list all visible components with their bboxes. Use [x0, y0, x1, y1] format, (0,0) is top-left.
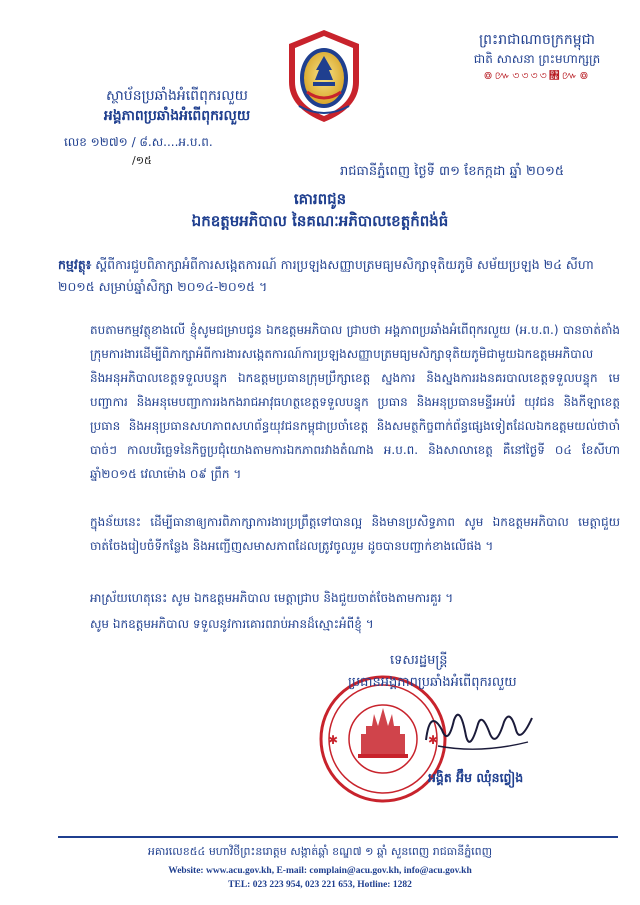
kingdom-title: ព្រះរាជាណាចក្រកម្ពុជា — [478, 32, 595, 48]
body-paragraph-2: ក្នុងន័យនេះ ដើម្បីធានាឲ្យការពិភាក្សាការងារប្រព្រឹត្តទៅបានល្អ និងមានប្រសិទ្ធភាព សូម ឯកឧត្តមអភិបាល មេត្តាជួយចាត់ចែងរៀបចំទីកន្លែង និងអញ្ជើញសមាសភាពដែលត្រូវចូលរួម ដូចបានបញ្ជាក់ខាងលើផង ។ — [90, 515, 620, 553]
handwritten-signature — [420, 700, 540, 760]
body-paragraph-3: អាស្រ័យហេតុនេះ សូម ឯកឧត្តមអភិបាល មេត្តាជ្រាប និងជួយចាត់ចែងតាមការគួរ ។ — [90, 591, 454, 605]
kingdom-header — [452, 30, 622, 84]
subject-block — [58, 254, 618, 298]
addressee: ឯកឧត្តមអភិបាល នៃគណៈអភិបាលខេត្តកំពង់ធំ — [191, 212, 449, 230]
footer-contact-phone: TEL: 023 223 954, 023 221 653, Hotline: 1282 — [228, 880, 412, 890]
signatory-title-2: ប្រធានអង្គភាពប្រឆាំងអំពើពុករលួយ — [348, 675, 517, 690]
institution-header — [62, 86, 292, 167]
acu-emblem-logo — [285, 28, 363, 124]
svg-text:✱: ✱ — [428, 733, 439, 747]
footer-divider — [58, 836, 618, 838]
subject-label: កម្មវត្ថុ៖ — [58, 257, 92, 272]
institution-line1: ស្ថាប័នប្រឆាំងអំពើពុករលួយ — [106, 88, 248, 104]
salutation: គោរពជូន — [293, 190, 347, 208]
signatory-name: អង្គិត អ៊ឹម ឈុំនព្វៀង — [428, 770, 524, 785]
body-paragraph-1: តបតាមកម្មវត្ថុខាងលើ ខ្ញុំសូមជម្រាបជូន ឯកឧត្តមអភិបាល ជ្រាបថា អង្គភាពប្រឆាំងអំពើពុករលួយ (អ.ប.ព.) បានចាត់តាំងក្រុមការងារដើម្បីពិភាក្សាអំពីការងារសង្កេតការណ៍ការប្រឡងសញ្ញាបត្រមធ្យមសិក្សាទុតិយភូមិជាមួយឯកឧត្តមអភិបាល និងអនុអភិបាលខេត្តទទួលបន្ទុក ឯកឧត្តមប្រធានក្រុមប្រឹក្សាខេត្ត ស្នងការ និងស្នងការរងនគរបាលខេត្តទទួលបន្ទុក មេបញ្ជាការ និងអនុមេបញ្ជាការរងកងរាជអាវុធហត្ថខេត្តទទួលបន្ទុក ប្រធាន និងអនុប្រធានមន្ទីរអប់រំ យុវជន និងកីឡាខេត្ត ប្រធាន និងអនុប្រធានសហភាពសហព័ន្ធយុវជនកម្ពុជាប្រចាំខេត្ត និងសមត្ថកិច្ចពាក់ព័ន្ធផ្សេងទៀតដែលឯកឧត្តមយល់ថាចាំបាច់ៗ កាលបរិច្ឆេទនៃកិច្ចប្រជុំយោងតាមការឯកភាពរវាងតំណាង អ.ប.ព. និងសាលាខេត្ត គឺនៅថ្ងៃទី ០៤ ខែសីហា ឆ្នាំ២០១៥ វេលាម៉ោង ០៩ ព្រឹក ។ — [90, 323, 620, 481]
motto-ornament: ៙៚৩৩৩৩৛៚៙ — [483, 69, 591, 82]
svg-text:✱: ✱ — [328, 733, 339, 747]
footer-address: អគារលេខ៥៤ មហាវិថីព្រះនរោត្តម សង្កាត់ឆ្ពាំ ខណ្ឌ៧ ១ ឆ្ពាំ សួនពេញ រាជធានីភ្នំពេញ — [147, 845, 493, 858]
signatory-title-1: ទេសរដ្ឋមន្ត្រី — [390, 653, 448, 668]
reference-number: លេខ ១២៧១ / ៨.ស....អ.ប.ព. — [64, 135, 213, 149]
national-motto: ជាតិ សាសនា ព្រះមហាក្សត្រ — [473, 52, 601, 66]
body-paragraph-4: សូម ឯកឧត្តមអភិបាល ទទួលនូវការគោរពរាប់អានដ៏ស្មោះអំពីខ្ញុំ ។ — [90, 617, 374, 631]
letter-date: រាជធានីភ្នំពេញ ថ្ងៃទី ៣១ ខែកក្កដា ឆ្នាំ ២០១៥ — [340, 164, 565, 179]
subject-text: ស្តីពីការជួបពិភាក្សាអំពីការសង្កេតការណ៍ ការប្រឡងសញ្ញាបត្រមធ្យមសិក្សាទុតិយភូមិ សម័យប្រឡង ២៤ សីហា ២០១៥ សម្រាប់ឆ្នាំសិក្សា ២០១៤-២០១៥ ។ — [58, 257, 594, 294]
footer-contact-web: Website: www.acu.gov.kh, E-mail: complain@acu.gov.kh, info@acu.gov.kh — [168, 866, 472, 876]
reference-suffix: /១៥ — [132, 154, 152, 167]
institution-line2: អង្គភាពប្រឆាំងអំពើពុករលួយ — [103, 108, 251, 124]
